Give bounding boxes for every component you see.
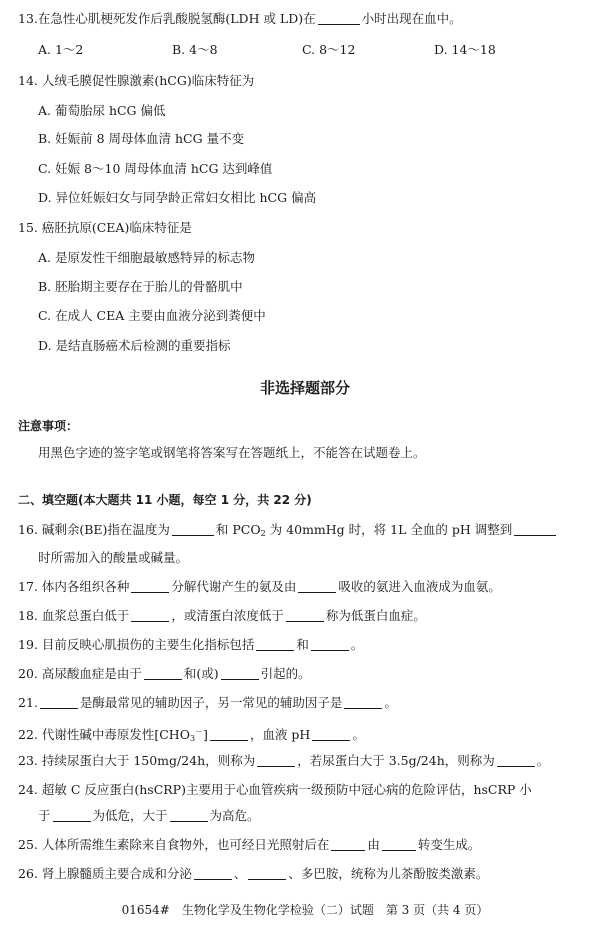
option-b: B. 胚胎期主要存在于胎儿的骨骼肌中: [38, 279, 243, 294]
answer-blank[interactable]: [514, 522, 556, 536]
option-b: B. 4～8: [172, 42, 218, 57]
answer-blank[interactable]: [131, 608, 169, 622]
question-13: [18, 10, 602, 28]
q20-text: 和(或): [183, 666, 219, 681]
answer-blank[interactable]: [221, 666, 259, 680]
q22-text: 。: [352, 727, 365, 742]
option-c: C. 在成人 CEA 主要由血液分泌到粪便中: [38, 308, 266, 323]
q23-text: ，若尿蛋白大于 3.5g/24h，则称为: [297, 753, 495, 768]
q24-text: 为低危，大于: [92, 808, 168, 823]
answer-blank[interactable]: [312, 727, 350, 741]
option-a: A. 是原发性干细胞最敏感特异的标志物: [38, 250, 255, 265]
answer-blank[interactable]: [286, 608, 324, 622]
option-c: C. 妊娠 8～10 周母体血清 hCG 达到峰值: [38, 161, 273, 176]
answer-blank[interactable]: [194, 866, 232, 880]
question-16: [18, 521, 602, 543]
q20-text: 20. 高尿酸血症是由于: [18, 666, 142, 681]
option-d: D. 是结直肠癌术后检测的重要指标: [38, 338, 231, 353]
q26-text: 、多巴胺，统称为儿茶酚胺类激素。: [288, 866, 489, 881]
q21-text: 。: [384, 695, 397, 710]
q23-text: 23. 持续尿蛋白大于 150mg/24h，则称为: [18, 753, 256, 768]
answer-blank[interactable]: [256, 637, 294, 651]
q25-text: 25. 人体所需维生素除来自食物外，也可经日光照射后在: [18, 837, 330, 852]
question-19: [18, 636, 602, 654]
q21-text: 是酶最常见的辅助因子，另一常见的辅助因子是: [79, 695, 343, 710]
q19-text: 。: [350, 637, 364, 652]
answer-blank[interactable]: [497, 753, 535, 767]
q26-text: 、: [233, 866, 247, 881]
option-a: A. 1～2: [38, 42, 84, 57]
q22-text: ]: [203, 727, 208, 742]
answer-blank[interactable]: [311, 637, 349, 651]
answer-blank[interactable]: [144, 666, 182, 680]
question-14: 14. 人绒毛膜促性腺激素(hCG)临床特征为: [18, 73, 255, 88]
answer-blank[interactable]: [331, 837, 365, 851]
answer-blank[interactable]: [382, 837, 416, 851]
q23-text: 。: [536, 753, 550, 768]
q25-text: 转变生成。: [417, 837, 481, 852]
q13-stem-end: 小时出现在血中。: [361, 11, 462, 26]
q17-text: 吸收的氨进入血液成为血氨。: [338, 579, 501, 594]
q21-text: 21.: [18, 695, 38, 710]
q16-text: 和 PCO: [215, 522, 261, 537]
question-25: [18, 836, 602, 854]
q20-text: 引起的。: [260, 666, 311, 681]
answer-blank[interactable]: [298, 579, 336, 593]
question-15: 15. 癌胚抗原(CEA)临床特征是: [18, 220, 192, 235]
question-26: [18, 865, 602, 883]
q18-text: ，或清蛋白浓度低于: [171, 608, 284, 623]
option-b: B. 妊娠前 8 周母体血清 hCG 量不变: [38, 131, 245, 146]
question-21: [18, 694, 602, 712]
q13-stem: 13.在急性心肌梗死发作后乳酸脱氢酶(LDH 或 LD)在: [18, 11, 316, 26]
answer-blank[interactable]: [344, 695, 382, 709]
question-22: [18, 723, 602, 748]
question-23: [18, 752, 602, 770]
q18-text: 18. 血浆总蛋白低于: [18, 608, 130, 623]
q22-text: 22. 代谢性碱中毒原发性[CHO: [18, 727, 190, 742]
answer-blank[interactable]: [40, 695, 78, 709]
q13-options: [38, 41, 602, 59]
answer-blank[interactable]: [210, 727, 248, 741]
question-17: [18, 578, 602, 596]
q16-continuation: 时所需加入的酸量或碱量。: [38, 550, 189, 565]
q17-text: 分解代谢产生的氨及由: [171, 579, 297, 594]
option-d: D. 异位妊娠妇女与同孕龄正常妇女相比 hCG 偏高: [38, 190, 317, 205]
answer-blank[interactable]: [170, 808, 208, 822]
q19-text: 和: [296, 637, 309, 652]
q16-text: 为 40mmHg 时，将 1L 全血的 pH 调整到: [265, 522, 513, 537]
notice-heading: 注意事项：: [18, 419, 79, 433]
q24-text: 为高危。: [209, 808, 260, 823]
answer-blank[interactable]: [131, 579, 169, 593]
q26-text: 26. 肾上腺髓质主要合成和分泌: [18, 866, 192, 881]
notice-text: 用黑色字迹的签字笔或钢笔将答案写在答题纸上，不能答在试题卷上。: [38, 445, 426, 460]
option-d: D. 14～18: [434, 42, 496, 57]
question-18: [18, 607, 602, 625]
q18-text: 称为低蛋白血症。: [325, 608, 426, 623]
answer-blank[interactable]: [248, 866, 286, 880]
q16-subscript: 2: [260, 529, 266, 538]
option-c: C. 8～12: [302, 42, 356, 57]
q22-superscript: －: [195, 727, 204, 736]
q24-text: 于: [38, 808, 51, 823]
q19-text: 19. 目前反映心肌损伤的主要生化指标包括: [18, 637, 255, 652]
q16-text: 16. 碱剩余(BE)指在温度为: [18, 522, 170, 537]
answer-blank[interactable]: [172, 522, 214, 536]
answer-blank[interactable]: [318, 11, 360, 25]
question-20: [18, 665, 602, 683]
part-heading: 二、填空题(本大题共 11 小题，每空 1 分，共 22 分): [18, 493, 312, 507]
q17-text: 17. 体内各组织各种: [18, 579, 130, 594]
q22-subscript: 3: [189, 734, 196, 743]
q25-text: 由: [367, 837, 380, 852]
q24-continuation: [38, 807, 602, 825]
q22-text: ，血液 pH: [249, 727, 311, 742]
question-24: 24. 超敏 C 反应蛋白(hsCRP)主要用于心血管疾病一级预防中冠心病的危险评估，hsCRP 小: [18, 782, 532, 797]
section-title: 非选择题部分: [259, 379, 350, 397]
page-footer: 01654# 生物化学及生物化学检验（二）试题 第 3 页（共 4 页）: [121, 903, 489, 917]
answer-blank[interactable]: [257, 753, 295, 767]
option-a: A. 葡萄胎尿 hCG 偏低: [38, 103, 166, 118]
answer-blank[interactable]: [53, 808, 91, 822]
